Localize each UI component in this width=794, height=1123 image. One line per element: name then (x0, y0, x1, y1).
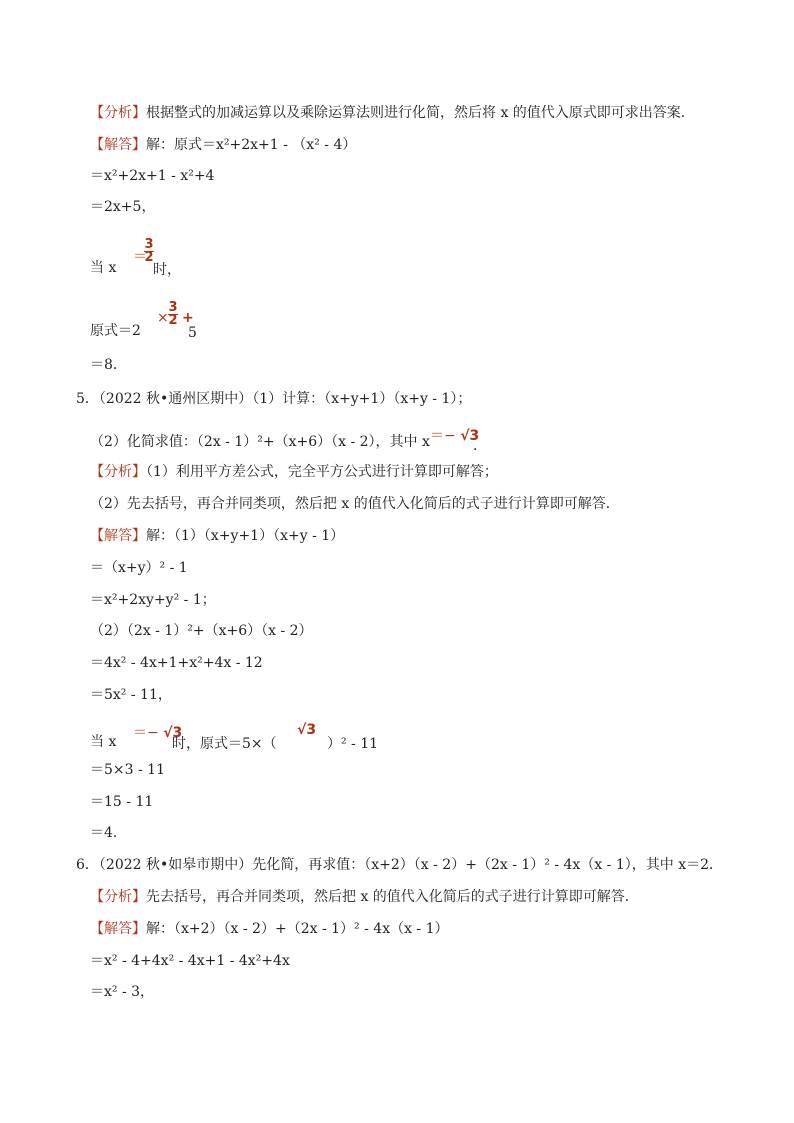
answer-line-1 (90, 136, 356, 154)
analysis-tag: 【分析】 (90, 464, 146, 480)
neg-equals-text: ＝− (133, 725, 159, 741)
question-6-title: 6．（2022 秋•如皋市期中）先化简，再求值：（x+2）（x - 2）+（2x - 1）² - 4x（x - 1），其中 x＝2． (76, 857, 724, 873)
q6-analysis (90, 888, 639, 906)
step-line: ＝x² - 3， (90, 984, 155, 1000)
q5-analysis-2: （2）先去括号，再合并同类项，然后把 x 的值代入化简后的式子进行计算即可解答． (90, 496, 620, 512)
answer-tag: 【解答】 (90, 137, 146, 153)
fraction-denominator: 2 (144, 250, 154, 265)
step-line: ＝5x² - 11， (90, 687, 172, 703)
q5-analysis-1 (90, 463, 498, 481)
q5-substitute-mid: 时，原式＝5×（ (172, 736, 277, 752)
analysis-tag: 【分析】 (90, 889, 146, 905)
step-line: ＝8． (90, 357, 127, 373)
answer-text: 解：（x+2）（x - 2）+（2x - 1）² - 4x（x - 1） (146, 921, 449, 937)
step-line: ＝2x+5， (90, 199, 156, 215)
q5-substitute (90, 733, 116, 751)
fraction-three-halves-2 (168, 302, 178, 327)
substitute-line (90, 259, 116, 277)
question-5-part-2 (90, 433, 430, 451)
neg-equals (430, 425, 479, 445)
sqrt3-value-2: √3 (297, 722, 317, 738)
q6-answer (90, 920, 449, 938)
answer-tag: 【解答】 (90, 921, 146, 937)
analysis-tag: 【分析】 (90, 105, 146, 121)
fraction-numerator: 3 (144, 237, 154, 252)
q5-part2-text: （2）化简求值：（2x - 1）²+（x+6）（x - 2），其中 x (90, 434, 430, 450)
times-sign: × (157, 310, 169, 326)
equals-sign: ＝ (133, 249, 147, 265)
step-line: ＝15 - 11 (90, 794, 154, 810)
step-line: ＝x² - 4+4x² - 4x+1 - 4x²+4x (90, 953, 290, 969)
answer-text: 解：原式＝x²+2x+1 - （x² - 4） (146, 137, 357, 153)
when-x-text: 当 x (90, 734, 117, 750)
analysis-text: 先去括号，再合并同类项，然后把 x 的值代入化简后的式子进行计算即可解答． (146, 889, 639, 905)
q5-substitute-end: ）² - 11 (327, 736, 379, 752)
answer-text: 解：（1）（x+y+1）（x+y - 1） (146, 528, 345, 544)
step-line: ＝4． (90, 825, 127, 841)
result-prefix: 原式＝2 (90, 323, 141, 339)
when-x-text: 当 x (90, 260, 117, 276)
sqrt3-value: √3 (460, 428, 480, 444)
step-line: ＝x²+2xy+y² - 1； (90, 592, 216, 608)
neg-equals-text: ＝− (430, 428, 456, 444)
analysis-text: 根据整式的加减运算以及乘除运算法则进行化简，然后将 x 的值代入原式即可求出答案． (146, 105, 695, 121)
analysis-line-1 (90, 104, 695, 122)
five-text: 5 (188, 325, 197, 341)
question-5-title: 5．（2022 秋•通州区期中）（1）计算：（x+y+1）（x+y - 1）； (76, 391, 472, 407)
step-line: （2）（2x - 1）²+（x+6）（x - 2） (90, 623, 313, 639)
fraction-numerator: 3 (168, 300, 178, 315)
plus-sign: + (182, 310, 194, 326)
result-line (90, 322, 141, 340)
sqrt3-value: √3 (163, 725, 183, 741)
step-line: ＝（x+y）² - 1 (90, 560, 188, 576)
analysis-text: （1）利用平方差公式，完全平方公式进行计算即可解答； (146, 464, 498, 480)
step-line: ＝x²+2x+1 - x²+4 (90, 168, 215, 184)
shi-text: 时， (153, 262, 181, 278)
step-line: ＝4x² - 4x+1+x²+4x - 12 (90, 655, 263, 671)
fraction-denominator: 2 (168, 313, 178, 328)
q5-answer-1 (90, 527, 344, 545)
period: ． (473, 438, 487, 454)
answer-tag: 【解答】 (90, 528, 146, 544)
step-line: ＝5×3 - 11 (90, 762, 165, 778)
